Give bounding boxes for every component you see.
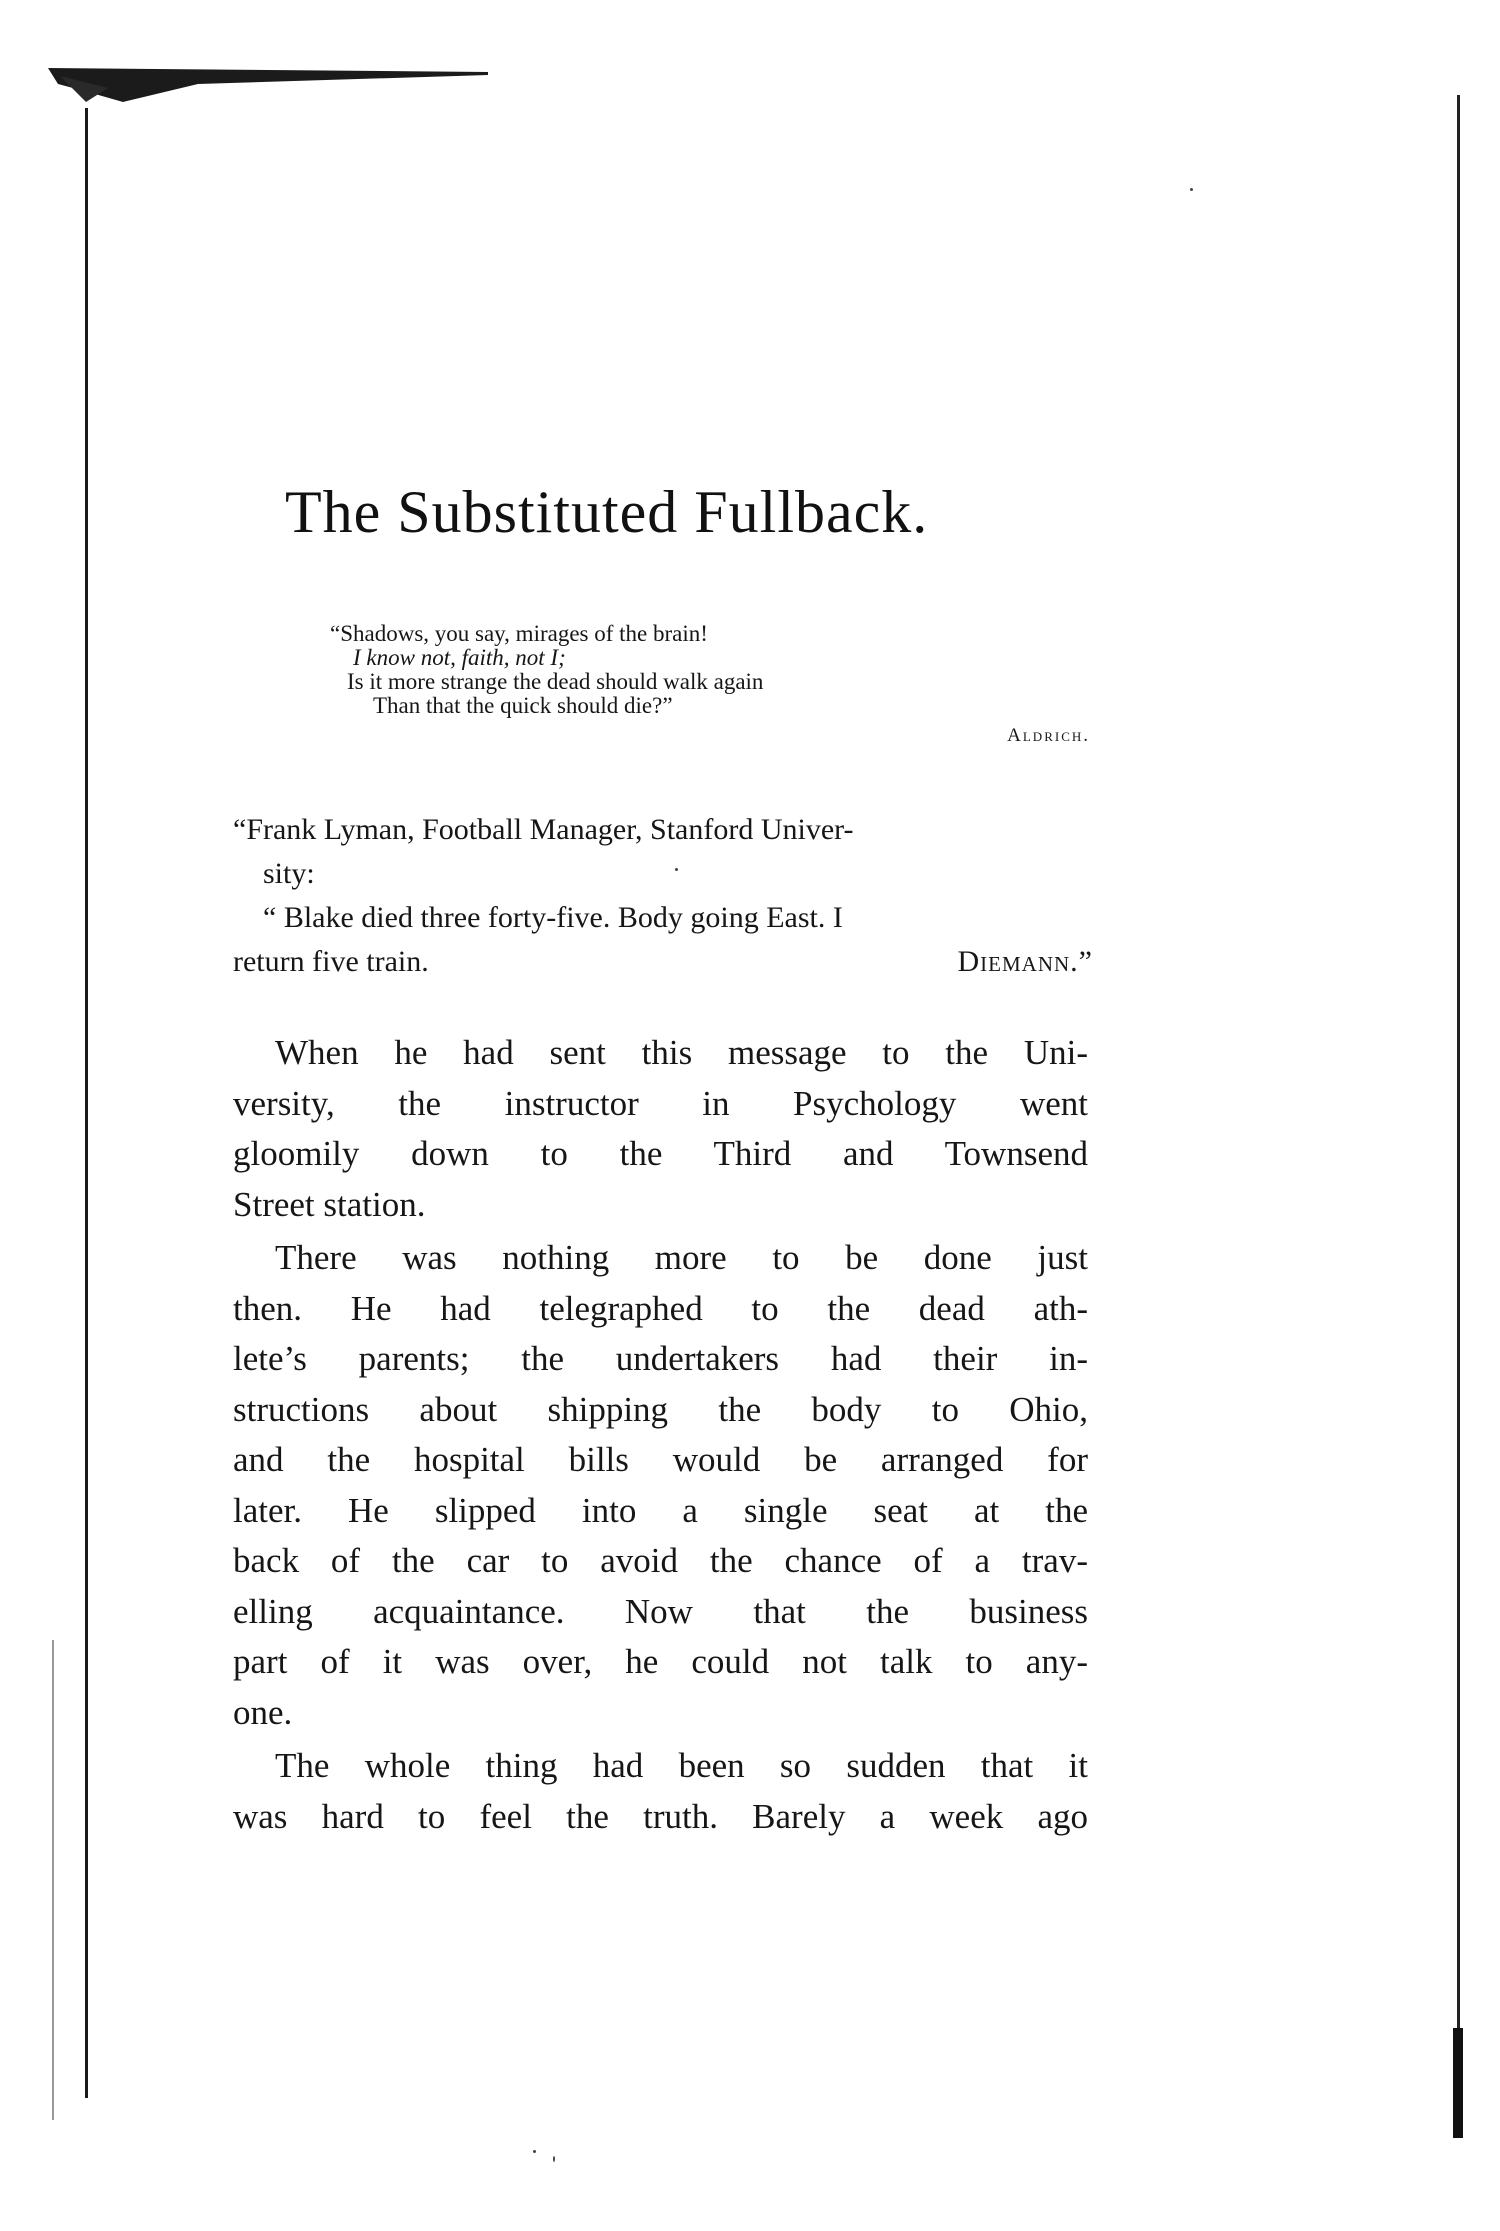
telegram-line: “ Blake died three forty-five. Body going East. I bbox=[263, 901, 843, 934]
text-line: and the hospital bills would be arranged for bbox=[233, 1440, 1088, 1479]
right-margin-thick-rule bbox=[1453, 2028, 1463, 2138]
telegram-line: sity: bbox=[263, 857, 315, 890]
text-line: then. He had telegraphed to the dead ath- bbox=[233, 1288, 1088, 1328]
text-line: was hard to feel the truth. Barely a week ago bbox=[233, 1796, 1088, 1836]
body-text bbox=[233, 1028, 1088, 1842]
scan-speck bbox=[533, 2150, 536, 2153]
text-line: part of it was over, he could not talk to any- bbox=[233, 1642, 1088, 1681]
epigraph-line: Than that the quick should die?” bbox=[373, 693, 673, 718]
scan-speck bbox=[1190, 188, 1193, 191]
text-line: lete’s parents; the undertakers had their in- bbox=[233, 1339, 1088, 1378]
text-line: back of the car to avoid the chance of a trav- bbox=[233, 1541, 1088, 1580]
telegram-text: return five train. bbox=[233, 945, 429, 978]
epigraph-line: I know not, faith, not I; bbox=[353, 645, 566, 670]
text-line: elling acquaintance. Now that the business bbox=[233, 1591, 1088, 1631]
scan-speck bbox=[553, 2156, 555, 2162]
text-line: There was nothing more to be done just bbox=[275, 1238, 1088, 1277]
paragraph bbox=[233, 1028, 1088, 1230]
left-margin-rule bbox=[85, 108, 88, 2098]
corner-smudge-mark bbox=[48, 62, 498, 152]
text-line: The whole thing had been so sudden that it bbox=[275, 1746, 1088, 1785]
chapter-title: The Substituted Fullback. bbox=[285, 479, 929, 545]
text-line: one. bbox=[233, 1692, 293, 1732]
epigraph-line: Is it more strange the dead should walk again bbox=[347, 669, 764, 694]
right-margin-rule bbox=[1457, 95, 1460, 2115]
epigraph-line: “Shadows, you say, mirages of the brain! bbox=[330, 621, 708, 646]
text-line: gloomily down to the Third and Townsend bbox=[233, 1134, 1088, 1173]
text-line: When he had sent this message to the Uni- bbox=[275, 1033, 1088, 1072]
telegram-signature: Diemann.” bbox=[957, 945, 1093, 978]
text-line: Street station. bbox=[233, 1184, 426, 1224]
paragraph bbox=[233, 1741, 1088, 1842]
paragraph bbox=[233, 1233, 1088, 1738]
epigraph bbox=[330, 622, 1090, 748]
left-margin-faint-rule bbox=[52, 1640, 54, 2120]
text-line: later. He slipped into a single seat at the bbox=[233, 1490, 1088, 1530]
text-line: versity, the instructor in Psychology went bbox=[233, 1083, 1088, 1123]
epigraph-attribution: Aldrich. bbox=[1007, 725, 1090, 746]
telegram-message bbox=[233, 808, 1093, 984]
telegram-line bbox=[233, 940, 1093, 984]
telegram-line: “Frank Lyman, Football Manager, Stanford Univer- bbox=[233, 813, 854, 846]
text-line: structions about shipping the body to Ohio, bbox=[233, 1389, 1088, 1429]
